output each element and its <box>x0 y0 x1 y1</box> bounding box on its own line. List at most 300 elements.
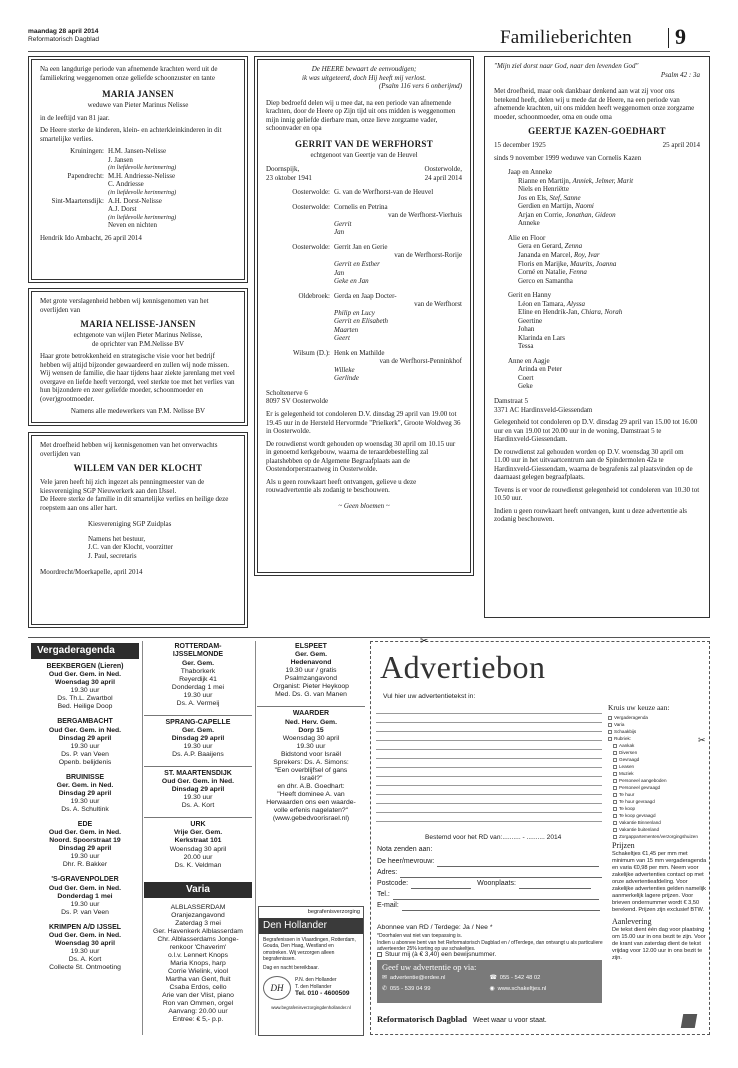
logo-icon: DH <box>263 976 291 1000</box>
family-place: Wilsum (D.): <box>292 348 330 357</box>
agenda-line: Herwaarden ons een waarde- <box>266 798 356 806</box>
family-row <box>40 156 236 165</box>
family-member: (in liefdevolle herinnering) <box>108 164 177 172</box>
family-row <box>266 277 462 286</box>
family-member: Gerda en Jaap Docter- <box>334 291 397 300</box>
form-title: Advertiebon <box>380 649 546 685</box>
agenda-line: Israël?" <box>299 774 323 782</box>
agenda-line: Dhr. R. Bakker <box>62 861 108 869</box>
agenda-column-2 <box>144 643 252 869</box>
agenda-entry <box>31 876 139 916</box>
family-list <box>494 168 700 391</box>
scissors-icon: ✂ <box>420 636 429 647</box>
contact-email[interactable]: advertentie@erdee.nl <box>389 975 446 982</box>
choice-title: Kruis uw keuze aan: <box>608 703 670 712</box>
family-place: Oldebroek: <box>298 291 330 300</box>
family-head: Jaap en Anneke <box>508 168 552 177</box>
choice-label: Te koop gevraagd <box>619 813 656 819</box>
notice-text: Haar grote betrokkenheid en strategische visie voor het bedrijf hebben wij altijd bijzonder gewaardeerd en zullen wij node missen. <box>40 352 229 369</box>
family-place <box>266 260 334 269</box>
checkbox-icon[interactable] <box>613 835 617 839</box>
agenda-place: EDE <box>77 820 93 828</box>
subscriber-field[interactable]: Abonnee van RD / Terdege: Ja / Nee * <box>377 924 493 931</box>
field-label: Woonplaats: <box>477 880 516 887</box>
address-street: Damstraat 5 <box>494 396 529 405</box>
choice-list <box>608 714 708 840</box>
text-input-line[interactable] <box>376 749 602 750</box>
family-place <box>266 357 334 366</box>
text-input-line[interactable] <box>376 758 602 759</box>
agenda-place: BRUINISSE <box>65 773 105 781</box>
agenda-line: Ds. A. Kort <box>181 802 215 810</box>
agenda-detail: Oud Ger. Gem. in Ned. <box>161 778 235 786</box>
contact-fax[interactable]: 055 - 542 48 02 <box>499 975 541 982</box>
family-head: Gerit en Hanny <box>508 291 552 300</box>
varia-line: Martha van Gent, fluit <box>165 976 231 984</box>
family-member: Geert <box>334 334 350 343</box>
contact-field-row <box>377 858 599 867</box>
checkbox-icon[interactable] <box>377 952 382 957</box>
contact-field-row <box>377 902 600 911</box>
checkbox-icon[interactable] <box>608 716 612 720</box>
varia-line: Maria Knops, harp <box>170 960 226 968</box>
choice-option[interactable] <box>608 770 708 777</box>
agenda-detail: Noord. Spoorstraat 19 <box>49 837 121 845</box>
choice-option[interactable] <box>608 714 708 721</box>
family-place <box>266 334 334 343</box>
family-member: Willeke <box>334 365 355 374</box>
family-head: Anne en Aagje <box>508 356 550 365</box>
proof-copy-label: Stuur mij (à € 3,40) een bewijsnummer. <box>385 951 497 958</box>
ad-night: Dag en nacht bereikbaar. <box>263 965 319 971</box>
family-member: Arjan en Corrie, Jonathan, Gideon <box>518 210 616 219</box>
family-row <box>266 243 462 252</box>
checkbox-icon[interactable] <box>613 758 617 762</box>
agenda-line: Ds. A. Schultink <box>61 805 109 813</box>
born-place: Doornspijk, <box>266 165 300 174</box>
agenda-line: Openb. belijdenis <box>58 758 112 766</box>
grandchildren: Maurits, Joanna <box>570 259 617 268</box>
varia-detail: Zaterdag 3 mei <box>175 920 221 928</box>
text-input-line[interactable] <box>376 821 602 822</box>
choice-option[interactable] <box>608 742 708 749</box>
family-member: van de Werfhorst <box>414 300 462 309</box>
family-row <box>266 228 462 237</box>
delivery-title: Aanlevering <box>612 916 652 926</box>
ad-person-2: T. den Hollander <box>295 983 332 990</box>
scissors-icon: ✂ <box>698 735 706 745</box>
agenda-line: Ds. A.P. Baaijens <box>172 750 224 758</box>
family-row <box>266 300 462 309</box>
deceased-name: GEERTJE KAZEN-GOEDHART <box>528 126 666 137</box>
section-rule <box>28 637 710 638</box>
choice-option[interactable] <box>608 777 708 784</box>
agenda-line: Ds. P. van Veen <box>61 908 109 916</box>
condolence-text: Gelegenheid tot condoleren op D.V. dinsdag 29 april van 15.00 tot 16.00 uur en van 19.00 tot 20.00 uur in de woning, Damstraat 5 te Hardinxveld-Giessendam. <box>494 418 698 444</box>
notice-intro: Met droefheid, maar ook dankbaar denkend aan wat zij voor ons betekend heeft, delen wij u mede dat de Heere, na een periode van afnemende krachten, uit ons midden heeft weggenomen onze zorgzame moeder, schoonmoeder, oma en oude oma <box>494 87 695 121</box>
checkbox-icon[interactable] <box>613 744 617 748</box>
agenda-line: 19.30 uur <box>70 797 100 805</box>
died-date: 24 april 2014 <box>424 173 462 182</box>
deceased-age: in de leeftijd van 81 jaar. <box>40 113 110 122</box>
field-label: E-mail: <box>377 902 399 909</box>
choice-option[interactable] <box>608 749 708 756</box>
web-icon: ◉ <box>489 986 495 993</box>
checkbox-icon[interactable] <box>613 793 617 797</box>
family-group <box>494 234 700 285</box>
agenda-line: 19.30 uur <box>70 853 100 861</box>
checkbox-icon[interactable] <box>613 814 617 818</box>
choice-option[interactable] <box>608 833 708 840</box>
varia-entry <box>144 904 252 1035</box>
text-input-line[interactable] <box>376 740 602 741</box>
prices-block <box>612 841 708 962</box>
checkbox-icon[interactable] <box>613 772 617 776</box>
agenda-entry <box>257 643 365 699</box>
agenda-line: 19.30 uur <box>70 900 100 908</box>
family-member: Jan <box>334 228 345 237</box>
varia-line: Chr. Alblasserdams Jonge- <box>157 936 239 944</box>
family-member: Gerrit <box>334 219 352 228</box>
deceased-name: MARIA NELISSE-JANSEN <box>80 319 196 330</box>
ad-text: Begrafenissen in Vlaardingen, Rotterdam, Gouda, Den Haag, Westland en omstreken. Wij verzorgen alleen begrafenissen. <box>263 937 356 962</box>
contact-field-row <box>377 891 599 900</box>
family-place: Oosterwolde: <box>292 188 330 197</box>
field-label: Tel.: <box>377 891 390 898</box>
choice-option[interactable] <box>608 791 708 798</box>
field-label: Adres: <box>377 869 398 876</box>
agenda-place: WAARDER <box>292 710 330 718</box>
text-input-line[interactable] <box>376 722 602 723</box>
contact-web[interactable]: www.schakeltjes.nl <box>497 986 547 993</box>
family-member: Corné en Natalie, Fenna <box>518 268 587 277</box>
note-text: Als u geen rouwkaart heeft ontvangen, gelieve u deze rouwadvertentie als zodanig te beschouwen. <box>266 477 417 495</box>
notice-intro: Met grote verslagenheid hebben wij kennisgenomen van het overlijden van <box>40 297 209 314</box>
ad-topline: begrafenisverzorging <box>307 909 360 915</box>
text-input-line[interactable] <box>376 803 602 804</box>
rd-tagline: Weet waar u voor staat. <box>472 1017 547 1024</box>
agenda-line: volle erfenis nagelaten?" <box>273 806 349 814</box>
family-place <box>40 205 108 214</box>
family-group <box>494 291 700 351</box>
deceased-name: MARIA JANSEN <box>102 89 174 100</box>
grandchildren: Jonathan, Gideon <box>565 210 616 219</box>
notice-geertje-kazen <box>484 56 710 618</box>
field-input[interactable] <box>411 882 471 889</box>
family-group <box>266 349 462 383</box>
agenda-line: Med. Ds. G. van Manen <box>275 691 347 699</box>
family-row <box>266 334 462 343</box>
agenda-detail: Dorp 15 <box>298 726 324 734</box>
field-input[interactable] <box>402 904 600 911</box>
family-member: Jan <box>334 268 345 277</box>
column-divider <box>142 641 143 1035</box>
agenda-entry <box>31 718 139 766</box>
agenda-entry <box>144 821 252 869</box>
family-row <box>266 349 462 358</box>
agenda-detail: Oud Ger. Gem. in Ned. <box>48 671 122 679</box>
agenda-place-2: IJSSELMONDE <box>172 651 224 659</box>
family-row <box>266 326 462 335</box>
agenda-entry <box>31 663 139 711</box>
family-member: van de Werfhorst-Rorije <box>394 251 462 260</box>
family-row <box>266 357 462 366</box>
bible-ref: Psalm 42 : 3a <box>660 70 700 79</box>
text-input-line[interactable] <box>376 812 602 813</box>
grandchildren: Stef, Sanne <box>549 193 581 202</box>
notice-text: De Heere sterke de kinderen, klein- en achterkleinkinderen in dit smartelijke verlies. <box>40 126 222 143</box>
field-input[interactable] <box>400 871 602 878</box>
agenda-line: 19.30 uur <box>183 691 213 699</box>
agenda-detail: Ned. Herv. Gem. <box>284 718 337 726</box>
ad-brand: Den Hollander <box>259 918 363 934</box>
family-row <box>40 147 236 156</box>
family-member: H.M. Jansen-Nelisse <box>108 147 167 156</box>
agenda-detail: Dinsdag 29 april <box>58 845 112 853</box>
bible-quote: "Mijn ziel dorst naar God, naar den levenden God" <box>494 62 639 70</box>
header-paper: Reformatorisch Dagblad <box>28 36 100 44</box>
choice-option[interactable] <box>608 728 708 735</box>
family-place <box>266 251 334 260</box>
flowers-note: ~ Geen bloemen ~ <box>338 501 390 510</box>
subscriber-note <box>377 933 605 953</box>
family-place <box>266 300 334 309</box>
agenda-detail: Oud Ger. Gem. in Ned. <box>48 829 122 837</box>
family-member: Rianne en Martijn, Anniek, Jelmer, Marit <box>518 176 634 185</box>
family-member: Anneke <box>518 219 540 228</box>
text-input-line[interactable] <box>376 785 602 786</box>
varia-detail: Oranjezangavond <box>171 912 225 920</box>
choice-label: Te huur gevraagd <box>619 799 655 805</box>
varia-line: Corrie Wielink, viool <box>167 968 229 976</box>
agenda-entry <box>144 770 252 810</box>
agenda-line: 19.30 uur <box>296 742 326 750</box>
agenda-place: URK <box>190 821 206 829</box>
family-row <box>266 188 462 197</box>
family-member: J. Jansen <box>108 155 133 164</box>
family-place <box>40 221 108 230</box>
family-member: Cornelis en Petrina <box>334 202 388 211</box>
contact-methods-box <box>377 960 602 1003</box>
choice-option[interactable] <box>608 721 708 728</box>
family-place: Oosterwolde: <box>292 202 330 211</box>
family-member: Jos en Els, Stef, Sanne <box>518 193 581 202</box>
choice-label: Personeel aangeboden <box>619 778 667 784</box>
family-row <box>266 366 462 375</box>
checkbox-icon[interactable] <box>613 828 617 832</box>
field-input[interactable] <box>437 860 599 867</box>
choice-option[interactable] <box>608 805 708 812</box>
notice-footer: Moordrecht/Moerkapelle, april 2014 <box>40 568 143 577</box>
page-number: 9 <box>675 24 686 49</box>
family-head: Alie en Floor <box>508 233 546 242</box>
varia-line: Csaba Erdos, cello <box>169 984 227 992</box>
sign-block <box>40 535 236 561</box>
proof-copy-option[interactable] <box>377 951 496 959</box>
checkbox-icon[interactable] <box>613 779 617 783</box>
checkbox-icon[interactable] <box>613 751 617 755</box>
checkbox-icon[interactable] <box>608 723 612 727</box>
agenda-detail: Ger. Gem. <box>294 651 328 659</box>
agenda-detail: Oud Ger. Gem. in Ned. <box>48 726 122 734</box>
agenda-line: Thaborkerk <box>180 667 216 675</box>
agenda-entry <box>31 774 139 814</box>
notice-willem-klocht <box>28 432 248 628</box>
agenda-line: Donderdag 1 mei <box>171 683 225 691</box>
grandchildren: Alyssa <box>566 299 586 308</box>
family-member: Klarinda en Lars <box>518 333 566 342</box>
choice-label: Zorgappartementen/verzorgingshuizen <box>619 834 698 840</box>
grandchildren: Naomi <box>575 202 594 211</box>
family-list <box>266 188 462 383</box>
agenda-line: Woensdag 30 april <box>169 845 227 853</box>
agenda-line: en dhr. A.B. Goedhart: <box>277 782 345 790</box>
family-list <box>40 147 236 230</box>
notice-gerrit-werfhorst <box>254 56 474 576</box>
notice-intro: Na een langdurige periode van afnemende krachten werd uit de familiekring weggenomen onze geliefde schoonzuster en tante <box>40 65 218 82</box>
text-input-line[interactable] <box>376 731 602 732</box>
family-member: Coert <box>518 373 534 382</box>
family-member: Gerdien en Martijn, Naomi <box>518 202 594 211</box>
text-input-line[interactable] <box>376 713 602 714</box>
checkbox-icon[interactable] <box>613 800 617 804</box>
field-input[interactable] <box>393 893 599 900</box>
family-member: Johan <box>518 325 535 334</box>
notice-text-2: Wij wensen de familie, die haar tijdens haar ziekte jarenlang met veel overgave en liefde heeft verzorgd, veel sterkte toe met het verlies van hun bijzondere en zeer geliefde moeder, schoonmoeder en (over)grootmoeder. <box>40 369 235 403</box>
agenda-line: Ds. P. van Veen <box>61 750 109 758</box>
agenda-line: Bidstond voor Israël <box>280 750 342 758</box>
choice-option[interactable] <box>608 798 708 805</box>
text-input-line[interactable] <box>376 776 602 777</box>
agenda-line: 19.30 uur <box>70 947 100 955</box>
choice-label: Schaakbijs <box>614 729 637 735</box>
choice-option[interactable] <box>608 784 708 791</box>
ad-url[interactable]: www.begrafenisverzorgingdenhollander.nl <box>271 1005 351 1011</box>
checkbox-icon[interactable] <box>613 821 617 825</box>
family-member: Philip en Lucy <box>334 308 375 317</box>
field-label: De heer/mevrouw: <box>377 858 435 865</box>
family-place <box>266 366 334 375</box>
family-member: A.J. Dorst <box>108 205 137 214</box>
checkbox-icon[interactable] <box>608 730 612 734</box>
contact-phone[interactable]: 055 - 539 04 99 <box>389 986 431 993</box>
varia-line: Aanvang: 20.00 uur <box>168 1008 228 1016</box>
notice-text: Vele jaren heeft hij zich ingezet als penningmeester van de kiesvereniging SGP Nieuwerkerk aan den IJssel. <box>40 478 205 495</box>
agenda-place: 'S-GRAVENPOLDER <box>51 876 119 884</box>
agenda-place: SPRANG-CAPELLE <box>165 718 231 726</box>
grandchildren: Roy, Ivar <box>573 251 600 259</box>
field-label: Postcode: <box>377 880 409 887</box>
dates-block <box>266 165 462 182</box>
choice-option[interactable] <box>608 812 708 819</box>
dates-block <box>494 141 700 150</box>
checkbox-icon[interactable] <box>608 737 612 741</box>
family-member: Henk en Mathilde <box>334 348 385 357</box>
agenda-detail: Ger. Gem. in Ned. <box>56 781 114 789</box>
agenda-place: BEEKBERGEN (Lieren) <box>46 663 124 670</box>
family-place: Papendrecht: <box>67 171 104 180</box>
agenda-line: Woensdag 30 april <box>282 734 340 742</box>
text-input-line[interactable] <box>376 767 602 768</box>
notice-maria-jansen <box>28 56 248 283</box>
family-member: Léon en Tamara, Alyssa <box>518 299 586 308</box>
agenda-separator <box>144 715 252 716</box>
agenda-separator <box>144 817 252 818</box>
header-rule <box>28 51 710 52</box>
deceased-subtitle: echtgenoot van Geertje van de Heuvel <box>310 150 418 159</box>
agenda-line: Reyerdijk 41 <box>179 675 217 683</box>
header-date-block <box>28 28 99 44</box>
family-member: M.H. Andriesse-Nelisse <box>108 171 176 180</box>
bible-quote-2: ik was uitgeteerd, doch Hij heeft mij verlost. <box>302 73 426 82</box>
family-row <box>266 317 462 326</box>
checkbox-icon[interactable] <box>613 765 617 769</box>
fax-icon: ☎ <box>489 975 497 982</box>
family-row <box>40 221 236 230</box>
family-row <box>266 220 462 229</box>
sign-line-1: Namens het bestuur, <box>88 534 146 543</box>
notice-text-2: De Heere sterke de familie in dit smartelijke verlies en heilige deze roepstem aan ons aller hart. <box>40 495 229 512</box>
choice-label: Te koop <box>619 806 636 812</box>
notice-intro: Met droefheid hebben wij kennisgenomen van het onverwachts overlijden van <box>40 441 218 458</box>
checkbox-icon[interactable] <box>613 807 617 811</box>
agenda-detail: Dinsdag 29 april <box>58 734 112 742</box>
choice-option[interactable] <box>608 735 708 742</box>
agenda-line: Bed. Heilige Doop <box>57 703 113 711</box>
choice-option[interactable] <box>608 819 708 826</box>
publication-date[interactable]: Bestemd voor het RD van:.......... - .......... 2014 <box>425 834 562 841</box>
family-member: Niels en Henriëtte <box>518 185 569 194</box>
deceased-subtitle-2: de oprichter van P.M.Nelisse BV <box>91 339 185 348</box>
agenda-detail: Hedenavond <box>290 659 332 667</box>
address-city: 3371 AC Hardinxveld-Giessendam <box>494 405 593 414</box>
field-input[interactable] <box>519 882 591 889</box>
family-row <box>266 211 462 220</box>
checkbox-icon[interactable] <box>613 786 617 790</box>
contact-field-row <box>377 880 591 889</box>
agenda-place: ST. MAARTENSDIJK <box>164 769 232 777</box>
choice-label: Te huur <box>619 792 635 798</box>
family-member: van de Werfhorst-Penninkhof <box>379 357 462 366</box>
family-place: Sint-Maartensdijk: <box>51 196 104 205</box>
agenda-separator <box>257 706 365 707</box>
family-place <box>40 164 108 172</box>
family-place <box>40 214 108 222</box>
address <box>494 397 700 414</box>
grandchildren: Fenna <box>568 268 587 277</box>
family-member: Gerco en Samantha <box>518 276 573 285</box>
choice-option[interactable] <box>608 756 708 763</box>
text-input-line[interactable] <box>376 794 602 795</box>
widow-note: sinds 9 november 1999 weduwe van Cornelis Kazen <box>494 153 642 162</box>
agenda-detail: Kerkstraat 101 <box>174 837 222 845</box>
deceased-name: WILLEM VAN DER KLOCHT <box>73 463 203 474</box>
family-place <box>266 317 334 326</box>
choice-option[interactable] <box>608 763 708 770</box>
discount-note: Indien u abonnee bent van het Reformatorisch Dagblad en / ofTerdege, dan ontvangt u als particuliere adverteerder 25% korting op uw schakeltjes. <box>377 939 603 952</box>
prices-text: Schakeltjes €1,45 per mm met minimum van 15 mm vergaderagenda en varia €0,98 per mm. Neem voor zakelijke advertenties contact op met onze advertentieafdeling. Voor zakelijke advertenties gelden namelijk aanmerkelijk lagere prijzen. Voor brieven ondernummer wordt € 3,50 berekend. Prijzen zijn exclusief BTW. <box>612 851 707 913</box>
agenda-detail: Oud Ger. Gem. in Ned. <box>48 931 122 939</box>
service-text: De rouwdienst wordt gehouden op woensdag 30 april om 10.15 uur in genoemd kerkgebouw, waarna de teraardebestelling zal plaatshebben op de Algemene Begraafplaats aan de Oostendorperstraatweg in Oosterwolde. <box>266 439 456 474</box>
family-row <box>40 172 236 181</box>
family-place <box>40 180 108 189</box>
agenda-column-1 <box>31 663 139 1035</box>
address-city: 8097 SV Oosterwolde <box>266 397 329 406</box>
agenda-entry <box>31 924 139 972</box>
family-place <box>266 220 334 229</box>
choice-option[interactable] <box>608 826 708 833</box>
section-title: Familieberichten <box>500 27 632 48</box>
